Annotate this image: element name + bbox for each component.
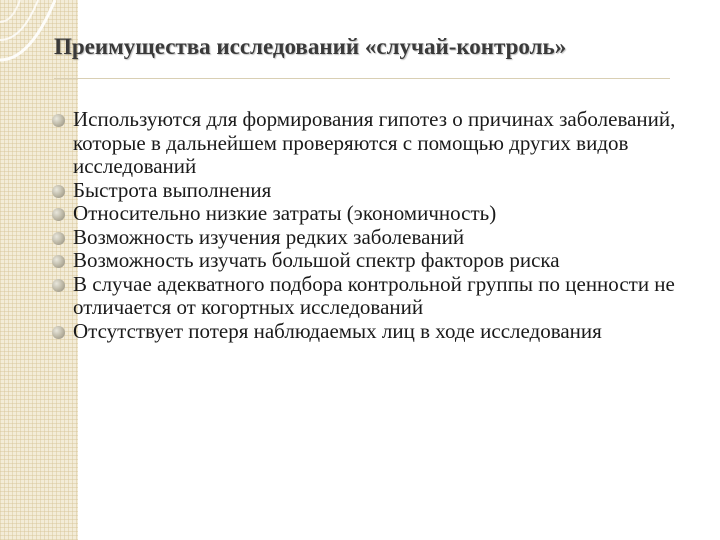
list-item xyxy=(52,202,692,226)
list-item xyxy=(52,273,692,320)
list-item xyxy=(52,108,692,179)
bullet-icon xyxy=(52,232,65,245)
list-item xyxy=(52,179,692,203)
list-item xyxy=(52,226,692,250)
title-divider xyxy=(54,78,670,79)
bullet-icon xyxy=(52,279,65,292)
list-item-text: В случае адекватного подбора контрольной группы по ценности не отличается от когортных исследований xyxy=(73,271,675,319)
bullet-list xyxy=(52,108,692,343)
bullet-icon xyxy=(52,185,65,198)
list-item-text: Используются для формирования гипотез о причинах заболеваний, которые в дальнейшем проверяются с помощью других видов исследований xyxy=(73,107,676,178)
bullet-icon xyxy=(52,326,65,339)
list-item xyxy=(52,249,692,273)
list-item-text: Возможность изучать большой спектр факторов риска xyxy=(73,248,560,272)
list-item-text: Относительно низкие затраты (экономичность) xyxy=(73,201,497,225)
list-item xyxy=(52,320,692,344)
list-item-text: Быстрота выполнения xyxy=(73,177,272,202)
bullet-icon xyxy=(52,114,65,127)
list-item-text: Возможность изучения редких заболеваний xyxy=(73,224,465,249)
slide-title: Преимущества исследований «случай-контроль» xyxy=(54,34,567,59)
bullet-icon xyxy=(52,255,65,268)
bullet-icon xyxy=(52,208,65,221)
list-item-text: Отсутствует потеря наблюдаемых лиц в ходе исследования xyxy=(73,318,602,343)
